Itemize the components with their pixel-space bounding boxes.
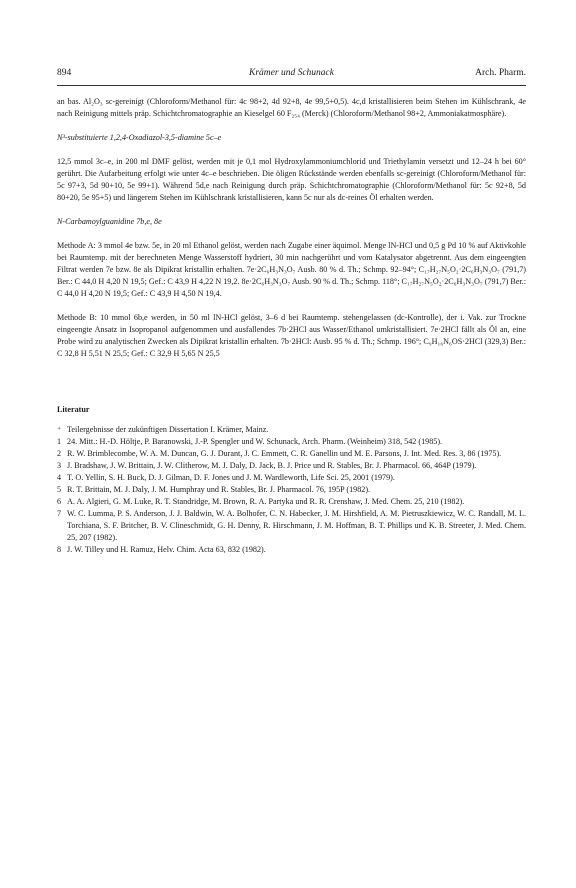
- header-rule: [57, 85, 526, 86]
- reference-text: J. Bradshaw, J. W. Brittain, J. W. Clitherow, M. J. Daly, D. Jack, B. J. Price und R. Stables, Br. J. Pharmacol. 66, 464P (1979).: [67, 461, 477, 470]
- reference-number: 1: [57, 437, 62, 446]
- reference-item: [57, 508, 526, 544]
- section-heading-carbamoylguanidine: N-Carbamoylguanidine 7b,e, 8e: [57, 217, 162, 226]
- paragraph-purification: an bas. Al₂O₃ sc-gereinigt (Chloroform/Methanol für: 4c 98+2, 4d 92+8, 4e 99,5+0,5). 4c,d kristallisieren beim Stehen im Kühlschrank, 4e nach Reinigung mittels präp. Schichtchromatographie an Kieselgel 60 F₂₅₄ (Merck) (Chloroform/Methanol 98+2, Ammoniakatmosphäre).: [57, 97, 526, 118]
- reference-item: [57, 472, 526, 484]
- reference-text: 24. Mitt.: H.-D. Höltje, P. Baranowski, J.-P. Spengler und W. Schunack, Arch. Pharm. (Weinheim) 318, 542 (1985).: [67, 437, 443, 446]
- reference-number: 4: [57, 473, 62, 482]
- paragraph-oxadiazol: 12,5 mmol 3c–e, in 200 ml DMF gelöst, werden mit je 0,1 mol Hydroxylammoniumchlorid und Triethylamin versetzt und 12–24 h bei 60° gerührt. Die Aufarbeitung erfolgt wie unter 4c–e beschrieben. Die öligen Rückstände werden ebenfalls sc-gereinigt (Chloroform/Methanol für: 5c 97+3, 5d 90+10, 5e 99+1). Während 5d,e nach Reinigung durch präp. Schichtchromatographie (Chloroform/Methanol für: 5c 92+8, 5d 80+20, 5e 95+5) und längerem Stehen im Kühlschrank kristallisieren, kann 5c nur als dc-reines Öl erhalten werden.: [57, 157, 526, 202]
- reference-item: [57, 484, 526, 496]
- reference-number: 3: [57, 461, 62, 470]
- literature-heading: Literatur: [57, 405, 90, 414]
- reference-item: [57, 496, 526, 508]
- reference-text: W. C. Lumma, P. S. Anderson, J. J. Baldwin, W. A. Bolhofer, C. N. Habecker, J. M. Hirshfield, A. M. Pietruszkiewicz, W. C. Randall, M. L. Torchiana, S. F. Britcher, B. V. Clineschmidt, G. H. Denny, R. Hirschmann, J. M. Hoffman, B. T. Phillips und K. B. Streeter, J. Med. Chem. 25, 207 (1982).: [67, 509, 526, 542]
- reference-item: [57, 436, 526, 448]
- reference-number: ⁺: [57, 425, 62, 434]
- reference-item: [57, 460, 526, 472]
- reference-number: 8: [57, 545, 62, 554]
- reference-item: [57, 424, 526, 436]
- running-header: [57, 68, 526, 84]
- paragraph-method-b: Methode B: 10 mmol 6b,e werden, in 50 ml lN-HCl gelöst, 3–6 d bei Raumtemp. stehengelassen (dc-Kontrolle), der i. Vak. zur Trockne eingeengte Ansatz in Isopropanol aufgenommen und ausfallendes 7b·2HCl aus Wasser/Ethanol umkristallisiert. 7e·2HCl fällt als Öl an, eine Probe wird zu analytischen Zwecken als Dipikrat kristallin erhalten. 7b·2HCl: Ausb. 95 % d. Th.; Schmp. 196°; C₉H₁₆N₆OS·2HCl (329,3) Ber.: C 32,8 H 5,51 N 25,5; Gef.: C 32,9 H 5,65 N 25,5: [57, 313, 526, 358]
- reference-text: R. W. Brimblecombe, W. A. M. Duncan, G. J. Durant, J. C. Emmett, C. R. Ganellin und M. E. Parsons, J. Int. Med. Res. 3, 86 (1975).: [67, 449, 502, 458]
- paragraph-method-a: Methode A: 3 mmol 4e bzw. 5e, in 20 ml Ethanol gelöst, werden nach Zugabe einer äquimol. Menge lN-HCl und 0,5 g Pd 10 % auf Aktivkohle bei Raumtemp. mit der berechneten Menge Wasserstoff hydriert, 30 min nachgerührt und vom Katalysator abgetrennt. Aus dem eingeengten Filtrat werden 7e bzw. 8e als Dipikrat kristallin erhalten. 7e·2C₆H₃N₃O₇ Ausb. 80 % d. Th.; Schmp. 92–94°; C₁₇H₂₇N₅O₂·2C₆H₃N₃O₇ (791,7) Ber.: C 44,0 H 4,20 N 19,5; Gef.: C 43,9 H 4,22 N 19,2. 8e·2C₆H₃N₃O₇ Ausb. 90 % d. Th.; Schmp. 118°; C₁₇H₂₇N₅O₂·2C₆H₃N₃O₇ (791,7) Ber.: C 44,0 H 4,20 N 19,5; Gef.: C 43,9 H 4,50 N 19,4.: [57, 241, 526, 298]
- article-body: [57, 96, 526, 556]
- reference-number: 7: [57, 509, 62, 518]
- page-number: 894: [57, 68, 72, 78]
- reference-text: R. T. Brittain, M. J. Daly, J. M. Humphray und R. Stables, Br. J. Pharmacol. 76, 195P (1982).: [67, 485, 371, 494]
- reference-text: J. W. Tilley und H. Ramuz, Helv. Chim. Acta 63, 832 (1982).: [67, 545, 266, 554]
- section-heading-oxadiazol: N³-substituierte 1,2,4-Oxadiazol-3,5-diamine 5c–e: [57, 133, 222, 142]
- running-authors: Krämer und Schunack: [249, 68, 334, 78]
- reference-number: 5: [57, 485, 62, 494]
- reference-item: [57, 448, 526, 460]
- reference-text: A. A. Algieri, G. M. Luke, R. T. Standridge, M. Brown, R. A. Partyka und R. R. Crenshaw, J. Med. Chem. 25, 210 (1982).: [67, 497, 465, 506]
- reference-text: Teilergebnisse der zukünftigen Dissertation I. Krämer, Mainz.: [67, 425, 269, 434]
- reference-number: 6: [57, 497, 62, 506]
- journal-name: Arch. Pharm.: [475, 68, 526, 78]
- journal-page: [57, 0, 526, 888]
- reference-text: T. O. Yellin, S. H. Buck, D. J. Gilman, D. F. Jones und J. M. Wardleworth, Life Sci. 25, 2001 (1979).: [67, 473, 395, 482]
- reference-item: [57, 544, 526, 556]
- reference-list: [57, 424, 526, 556]
- reference-number: 2: [57, 449, 62, 458]
